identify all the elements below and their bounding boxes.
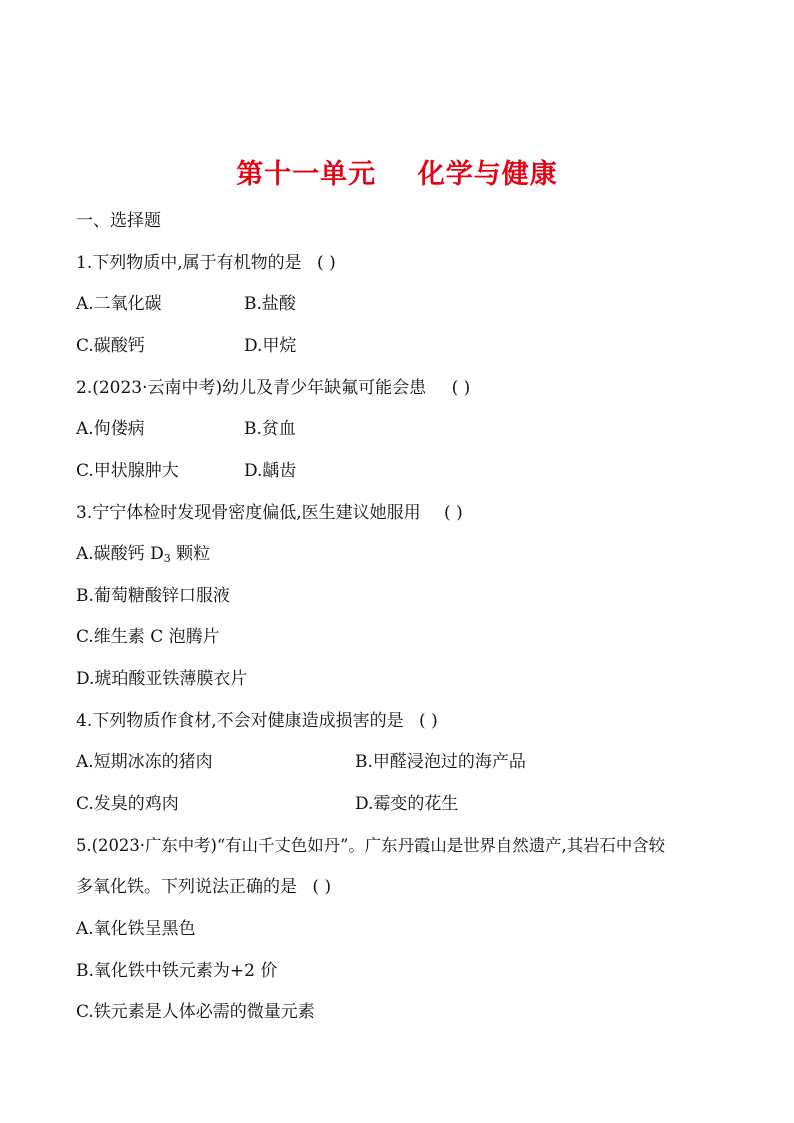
question-1-option-b: B.盐酸 <box>244 294 296 314</box>
question-2-stem <box>76 377 470 399</box>
question-1-option-c: C.碳酸钙 <box>76 336 145 356</box>
question-3-option-a <box>76 543 210 570</box>
subscript: 3 <box>163 552 171 565</box>
answer-bracket: ( ) <box>317 253 336 273</box>
question-4-option-b: B.甲醛浸泡过的海产品 <box>355 752 526 772</box>
question-stem-text: 多氧化铁。下列说法正确的是 <box>76 877 297 897</box>
question-5-stem-line-1: 5.(2023·广东中考)“有山千丈色如丹”。广东丹霞山是世界自然遗产,其岩石中含较 <box>76 836 666 855</box>
question-5-option-b: B.氧化铁中铁元素为+2 价 <box>76 961 278 981</box>
question-5-option-c: C.铁元素是人体必需的微量元素 <box>76 1002 315 1022</box>
question-2-option-d: D.龋齿 <box>244 461 297 481</box>
section-heading: 一、选择题 <box>76 211 161 231</box>
question-3-option-b: B.葡萄糖酸锌口服液 <box>76 586 230 606</box>
option-text: 颗粒 <box>170 544 211 564</box>
page-title: 第十一单元 化学与健康 <box>236 159 558 190</box>
answer-bracket: ( ) <box>312 877 332 897</box>
question-stem-text: 4.下列物质作食材,不会对健康造成损害的是 <box>76 711 404 731</box>
question-3-option-c: C.维生素 C 泡腾片 <box>76 627 220 647</box>
answer-bracket: ( ) <box>419 711 438 731</box>
question-1-option-a: A.二氧化碳 <box>76 294 162 314</box>
question-2-option-a: A.佝偻病 <box>76 419 145 439</box>
question-stem-text: 1.下列物质中,属于有机物的是 <box>76 253 302 273</box>
question-1-stem <box>76 252 336 274</box>
question-2-option-b: B.贫血 <box>244 419 296 439</box>
question-3-option-d: D.琥珀酸亚铁薄膜衣片 <box>76 669 248 689</box>
question-1-option-d: D.甲烷 <box>244 336 297 356</box>
question-stem-text: 3.宁宁体检时发现骨密度偏低,医生建议她服用 <box>76 503 421 523</box>
question-stem-text: 2.(2023·云南中考)幼儿及青少年缺氟可能会患 <box>76 378 427 398</box>
question-5-stem-line-2 <box>76 876 331 898</box>
question-2-option-c: C.甲状腺肿大 <box>76 461 179 481</box>
answer-bracket: ( ) <box>444 503 463 523</box>
question-5-option-a: A.氧化铁呈黑色 <box>76 919 196 939</box>
question-4-option-d: D.霉变的花生 <box>355 794 459 814</box>
answer-bracket: ( ) <box>451 378 471 398</box>
question-4-stem <box>76 710 438 732</box>
question-3-stem <box>76 502 463 524</box>
question-4-option-a: A.短期冰冻的猪肉 <box>76 752 213 772</box>
option-text: A.碳酸钙 D <box>76 544 164 564</box>
question-4-option-c: C.发臭的鸡肉 <box>76 794 179 814</box>
